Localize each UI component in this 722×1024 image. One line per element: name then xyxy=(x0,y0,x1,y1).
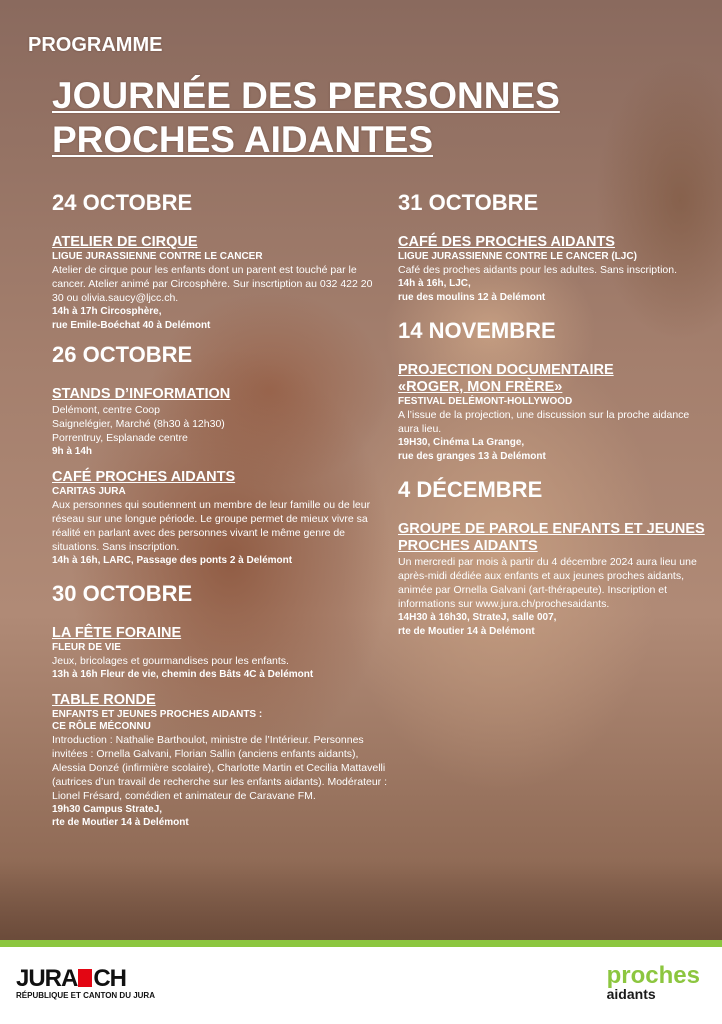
event-title: TABLE RONDE xyxy=(52,691,156,708)
date-heading: 30 OCTOBRE xyxy=(52,581,193,606)
event-description: Aux personnes qui soutiennent un membre de leur famille ou de leur réseau sur une longue période. Le groupe permet de mieux vivre sa réalité en parlant avec des personnes vivant le même genre de situations. Sans inscription. xyxy=(52,498,371,553)
event-organizer: LIGUE JURASSIENNE CONTRE LE CANCER (LJC) xyxy=(398,251,637,262)
proches-aidants-logo xyxy=(606,962,700,1002)
event-title: GROUPE DE PAROLE ENFANTS ET JEUNES PROCHES AIDANTS xyxy=(398,521,705,554)
event-description: Café des proches aidants pour les adultes. Sans inscription. xyxy=(398,264,677,276)
event-address: rte de Moutier 14 à Delémont xyxy=(52,817,189,828)
left-column xyxy=(52,190,387,840)
event-description: Un mercredi par mois à partir du 4 décembre 2024 aura lieu une après-midi dédiée aux enfants et aux jeunes proches aidants, animée par Ornella Galvani (art-thérapeute). Inscription et informations sur www.jura.ch/prochesaidants. xyxy=(398,556,697,610)
event-time-place: 19H30, Cinéma La Grange, xyxy=(398,437,525,448)
date-heading: 14 NOVEMBRE xyxy=(398,318,556,343)
event-title: CAFÉ PROCHES AIDANTS xyxy=(52,468,236,485)
date-heading: 4 DÉCEMBRE xyxy=(398,477,543,502)
event-time-place: 14h à 16h, LARC, Passage des ponts 2 à Delémont xyxy=(52,554,293,566)
event-location: Saignelégier, Marché (8h30 à 12h30) xyxy=(52,418,225,430)
event-address: rue des moulins 12 à Delémont xyxy=(398,291,546,303)
event-address: rte de Moutier 14 à Delémont xyxy=(398,625,535,637)
event-organizer: CARITAS JURA xyxy=(52,485,126,497)
event-time-place: 19h30 Campus StrateJ, xyxy=(52,803,163,815)
logo-word-proches: proches xyxy=(606,962,700,989)
jura-flag-icon xyxy=(78,969,92,987)
event-title: ATELIER DE CIRQUE xyxy=(52,234,198,250)
event-organizer: CE RÔLE MÉCONNU xyxy=(52,720,151,732)
event-organizer: FESTIVAL DELÉMONT-HOLLYWOOD xyxy=(398,396,573,407)
event xyxy=(52,625,387,682)
background-floor xyxy=(0,860,722,940)
jura-logo xyxy=(16,967,155,1001)
date-heading: 24 OCTOBRE xyxy=(52,190,193,215)
jura-wordmark xyxy=(16,967,155,991)
event xyxy=(52,234,387,332)
jura-text: JURA xyxy=(16,965,78,992)
event-address: rue des granges 13 à Delémont xyxy=(398,450,546,462)
event-title: STANDS D’INFORMATION xyxy=(52,386,231,402)
date-heading: 31 OCTOBRE xyxy=(398,190,539,215)
title-line-1: JOURNÉE DES PERSONNES xyxy=(52,75,560,116)
event-title: «ROGER, MON FRÈRE» xyxy=(398,379,563,395)
event-description: A l’issue de la projection, une discussion sur la proche aidance aura lieu. xyxy=(398,409,690,435)
event xyxy=(398,362,708,463)
event-organizer: FLEUR DE VIE xyxy=(52,642,121,653)
accent-bar xyxy=(0,940,722,947)
logo-word-aidants: aidants xyxy=(606,986,656,1002)
event-organizer: LIGUE JURASSIENNE CONTRE LE CANCER xyxy=(52,251,263,262)
event-time-place: 14h à 16h, LJC, xyxy=(398,278,471,289)
event-location: Delémont, centre Coop xyxy=(52,404,160,416)
event-title: LA FÊTE FORAINE xyxy=(52,625,182,641)
event xyxy=(398,521,708,638)
event-time-place: 13h à 16h Fleur de vie, chemin des Bâts 4C à Delémont xyxy=(52,669,314,680)
right-column xyxy=(398,190,708,648)
event-description: Atelier de cirque pour les enfants dont un parent est touché par le cancer. Atelier animé par Circosphère. Sur inscrtiption au 032 422 20 30 ou olivia.saucy@ljcc.ch. xyxy=(52,264,373,304)
event-title: CAFÉ DES PROCHES AIDANTS xyxy=(398,234,615,250)
event-organizer: ENFANTS ET JEUNES PROCHES AIDANTS : xyxy=(52,708,263,720)
event-time-place: 9h à 14h xyxy=(52,446,93,457)
page-title xyxy=(52,74,560,162)
event-time-place: 14H30 à 16h30, StrateJ, salle 007, xyxy=(398,612,557,623)
event-time-place: 14h à 17h Circosphère, xyxy=(52,306,162,317)
event xyxy=(52,386,387,459)
event-title: PROJECTION DOCUMENTAIRE xyxy=(398,362,614,378)
ch-text: CH xyxy=(93,965,127,992)
programme-kicker: PROGRAMME xyxy=(28,34,163,56)
event xyxy=(398,234,708,304)
event xyxy=(52,692,387,830)
event-description: Introduction : Nathalie Barthoulot, ministre de l’Intérieur. Personnes invitées : Ornella Galvani, Florian Sallin (anciens enfants aidants), Alessia Donzé (infirmière scolaire), Charlotte Martin et Cecilia Mattavelli (autrices d’un travail de recherche sur les enfants aidants). Modérateur : Lionel Frésard, comédien et animateur de Caravane FM. xyxy=(52,733,388,802)
event-address: rue Emile-Boéchat 40 à Delémont xyxy=(52,319,211,331)
jura-subtitle: RÉPUBLIQUE ET CANTON DU JURA xyxy=(16,991,155,1000)
event-location: Porrentruy, Esplanade centre xyxy=(52,432,188,444)
event-description: Jeux, bricolages et gourmandises pour les enfants. xyxy=(52,655,289,667)
event xyxy=(52,469,387,568)
date-heading: 26 OCTOBRE xyxy=(52,342,193,367)
title-line-2: PROCHES AIDANTES xyxy=(52,119,434,160)
footer xyxy=(0,947,722,1024)
